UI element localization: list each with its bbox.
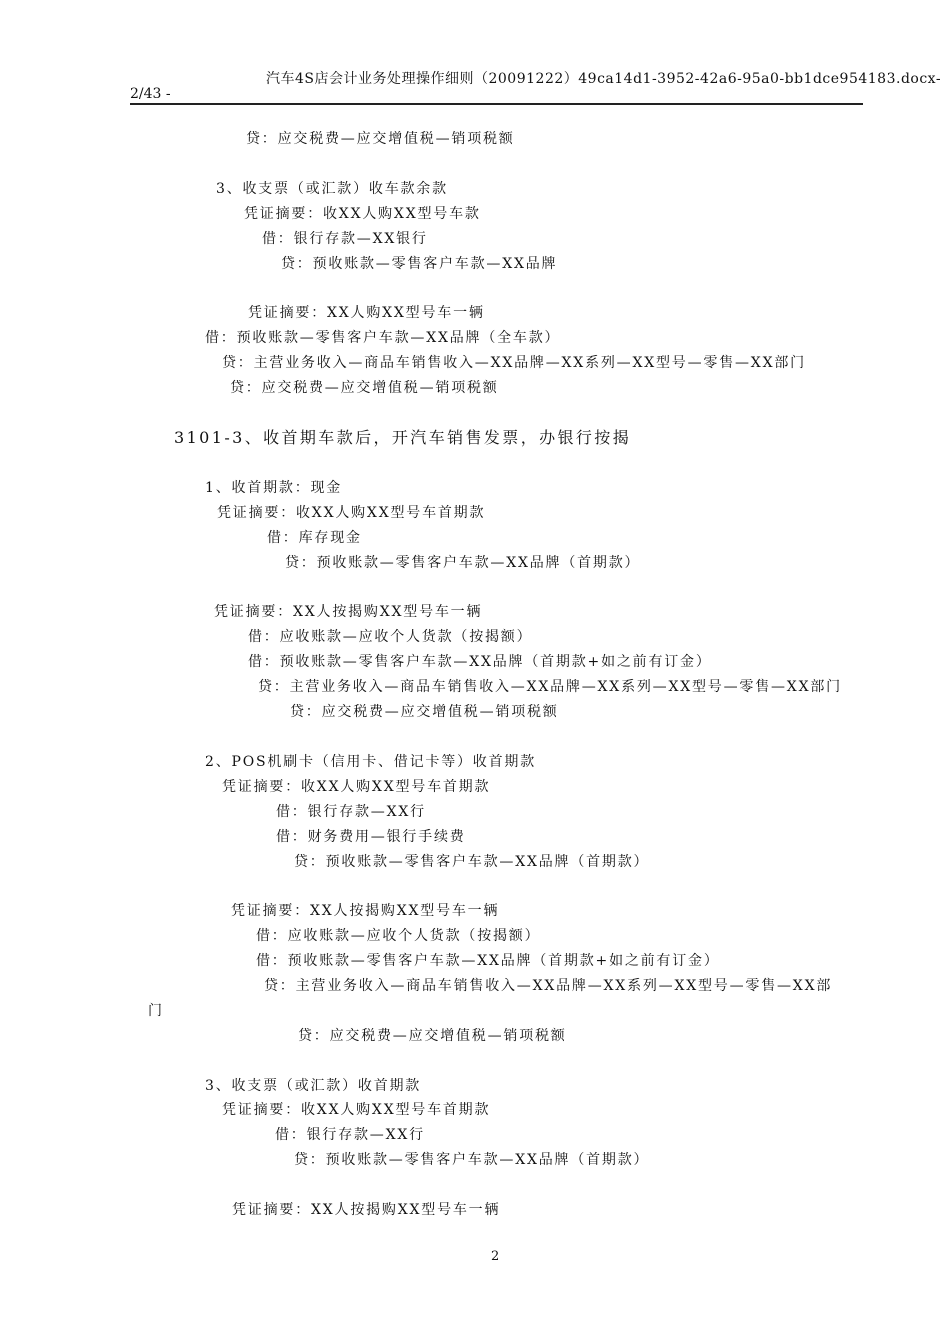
text-line: 贷：应交税费—应交增值税—销项税额 xyxy=(246,131,515,147)
text-line: 贷：应交税费—应交增值税—销项税额 xyxy=(298,1028,567,1044)
text-line: 贷：主营业务收入—商品车销售收入—XX品牌—XX系列—XX型号—零售—XX部门 xyxy=(258,679,842,695)
text-line: 借：应收账款—应收个人货款（按揭额） xyxy=(256,928,541,944)
header-title: 汽车4S店会计业务处理操作细则（20091222）49ca14d1-3952-42a6-95a0-bb1dce954183.docx- xyxy=(266,71,942,87)
text-line: 贷：预收账款—零售客户车款—XX品牌（首期款） xyxy=(285,555,641,571)
header-page-ref: 2/43 - xyxy=(130,86,171,102)
text-line: 凭证摘要：收XX人购XX型号车首期款 xyxy=(222,1102,491,1118)
page-number: 2 xyxy=(491,1249,500,1264)
text-line: 凭证摘要：收XX人购XX型号车款 xyxy=(244,206,481,222)
text-line: 借：银行存款—XX行 xyxy=(276,804,426,820)
text-line: 借：预收账款—零售客户车款—XX品牌（全车款） xyxy=(205,330,561,346)
text-line: 借：预收账款—零售客户车款—XX品牌（首期款+如之前有订金） xyxy=(256,953,720,969)
text-line: 贷：预收账款—零售客户车款—XX品牌（首期款） xyxy=(294,854,650,870)
text-line: 借：银行存款—XX行 xyxy=(275,1127,425,1143)
text-line: 门 xyxy=(148,1003,164,1019)
text-line: 借：财务费用—银行手续费 xyxy=(276,829,466,845)
text-line: 凭证摘要：XX人购XX型号车一辆 xyxy=(248,305,485,321)
text-line: 借：应收账款—应收个人货款（按揭额） xyxy=(248,629,533,645)
section-heading: 3101-3、收首期车款后，开汽车销售发票，办银行按揭 xyxy=(174,428,632,447)
text-line: 借：预收账款—零售客户车款—XX品牌（首期款+如之前有订金） xyxy=(248,654,712,670)
text-line: 贷：预收账款—零售客户车款—XX品牌（首期款） xyxy=(294,1152,650,1168)
text-line: 凭证摘要：收XX人购XX型号车首期款 xyxy=(217,505,486,521)
text-line: 2、POS机刷卡（信用卡、借记卡等）收首期款 xyxy=(205,754,536,770)
text-line: 1、收首期款：现金 xyxy=(205,480,343,496)
text-line: 贷：应交税费—应交增值税—销项税额 xyxy=(230,380,499,396)
text-line: 贷：主营业务收入—商品车销售收入—XX品牌—XX系列—XX型号—零售—XX部门 xyxy=(222,355,806,371)
text-line: 借：库存现金 xyxy=(267,530,362,546)
text-line: 3、收支票（或汇款）收车款余款 xyxy=(216,181,448,197)
text-line: 贷：应交税费—应交增值税—销项税额 xyxy=(290,704,559,720)
text-line: 凭证摘要：XX人按揭购XX型号车一辆 xyxy=(214,604,483,620)
text-line: 贷：主营业务收入—商品车销售收入—XX品牌—XX系列—XX型号—零售—XX部 xyxy=(264,978,833,994)
text-line: 3、收支票（或汇款）收首期款 xyxy=(205,1078,422,1094)
text-line: 贷：预收账款—零售客户车款—XX品牌 xyxy=(281,256,558,272)
text-line: 凭证摘要：XX人按揭购XX型号车一辆 xyxy=(232,1202,501,1218)
text-line: 凭证摘要：收XX人购XX型号车首期款 xyxy=(222,779,491,795)
text-line: 凭证摘要：XX人按揭购XX型号车一辆 xyxy=(231,903,500,919)
header-divider xyxy=(130,103,863,105)
text-line: 借：银行存款—XX银行 xyxy=(262,231,428,247)
